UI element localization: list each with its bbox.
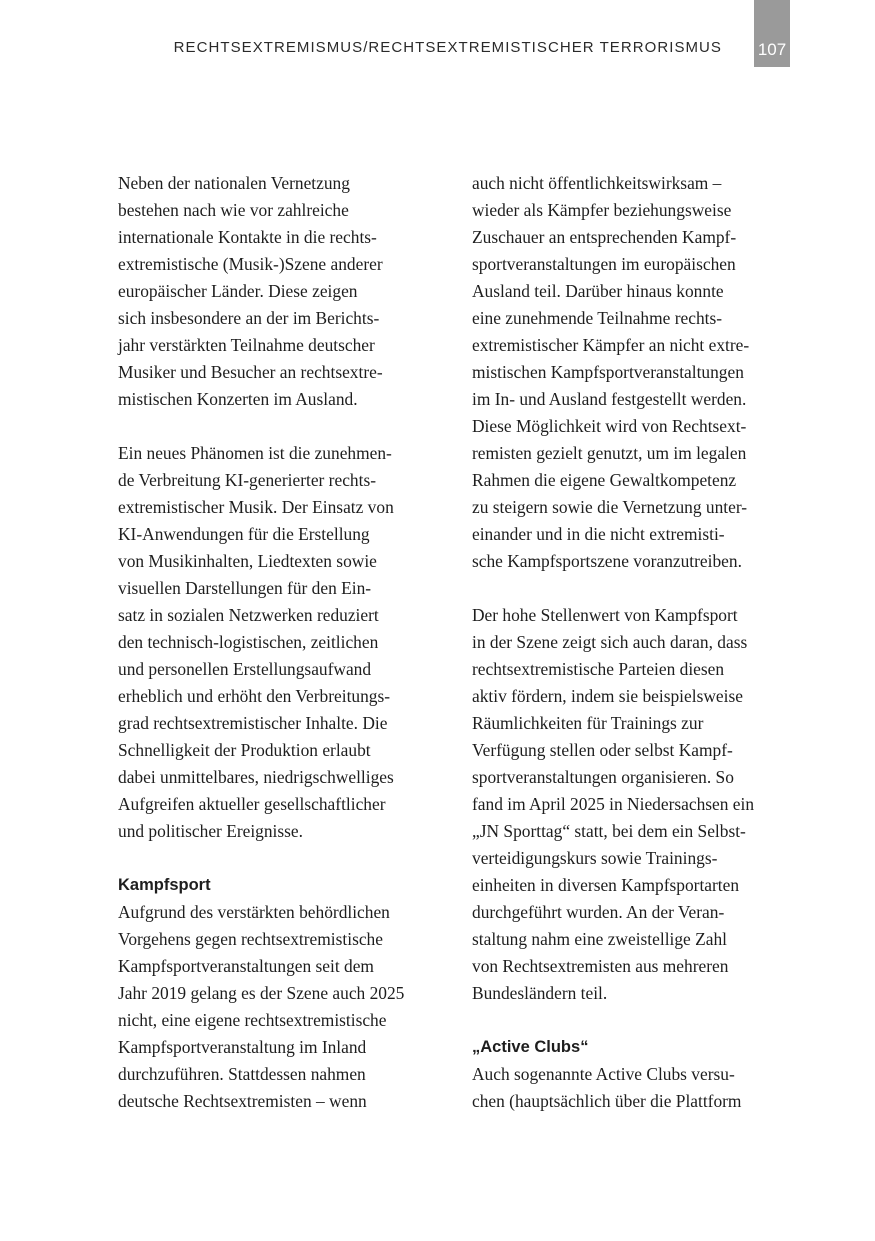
text-line: „JN Sporttag“ statt, bei dem ein Selbst- (472, 821, 746, 841)
text-line: extremistischer Musik. Der Einsatz von (118, 497, 394, 517)
text-line: Kampfsportveranstaltungen seit dem (118, 956, 374, 976)
right-text-column (472, 170, 802, 1115)
paragraph-gap (118, 845, 448, 872)
text-line: mistischen Konzerten im Ausland. (118, 389, 358, 409)
text-line: Ein neues Phänomen ist die zunehmen- (118, 443, 392, 463)
text-line: Jahr 2019 gelang es der Szene auch 2025 (118, 983, 405, 1003)
text-line: bestehen nach wie vor zahlreiche (118, 200, 349, 220)
text-line: sportveranstaltungen organisieren. So (472, 767, 734, 787)
text-line: extremistischer Kämpfer an nicht extre- (472, 335, 750, 355)
text-line: jahr verstärkten Teilnahme deutscher (118, 335, 375, 355)
text-line: Der hohe Stellenwert von Kampfsport (472, 605, 738, 625)
text-line: und personellen Erstellungsaufwand (118, 659, 372, 679)
text-line: von Musikinhalten, Liedtexten sowie (118, 551, 377, 571)
text-line: Aufgrund des verstärkten behördlichen (118, 902, 390, 922)
text-line: aktiv fördern, indem sie beispielsweise (472, 686, 743, 706)
text-line: europäischer Länder. Diese zeigen (118, 281, 358, 301)
text-line: dabei unmittelbares, niedrigschwelliges (118, 767, 394, 787)
text-line: einander und in die nicht extremisti- (472, 524, 725, 544)
text-line: Rahmen die eigene Gewaltkompetenz (472, 470, 737, 490)
text-line: von Rechtsextremisten aus mehreren (472, 956, 729, 976)
text-line: sportveranstaltungen im europäischen (472, 254, 736, 274)
text-line: de Verbreitung KI-generierter rechts- (118, 470, 376, 490)
paragraph-gap (472, 575, 802, 602)
paragraph-gap (472, 1007, 802, 1034)
text-line: wieder als Kämpfer beziehungsweise (472, 200, 732, 220)
text-line: Diese Möglichkeit wird von Rechtsext- (472, 416, 747, 436)
text-line: einheiten in diversen Kampfsportarten (472, 875, 740, 895)
text-line: erheblich und erhöht den Verbreitungs- (118, 686, 391, 706)
text-line: Zuschauer an entsprechenden Kampf- (472, 227, 737, 247)
text-line: und politischer Ereignisse. (118, 821, 303, 841)
text-line: den technisch-logistischen, zeitlichen (118, 632, 379, 652)
section-heading-active-clubs: „Active Clubs“ (472, 1038, 589, 1056)
text-line: Vorgehens gegen rechtsextremistische (118, 929, 383, 949)
text-line: sche Kampfsportszene voranzutreiben. (472, 551, 742, 571)
text-line: Räumlichkeiten für Trainings zur (472, 713, 704, 733)
text-line: internationale Kontakte in die rechts- (118, 227, 377, 247)
text-line: visuellen Darstellungen für den Ein- (118, 578, 372, 598)
text-line: deutsche Rechtsextremisten – wenn (118, 1091, 367, 1111)
left-text-column (118, 170, 448, 1115)
text-line: extremistische (Musik-)Szene anderer (118, 254, 383, 274)
text-line: mistischen Kampfsportveranstaltungen (472, 362, 744, 382)
text-line: Aufgreifen aktueller gesellschaftlicher (118, 794, 386, 814)
running-header-title: RECHTSEXTREMISMUS/RECHTSEXTREMISTISCHER TERRORISMUS (173, 39, 722, 56)
section-heading-kampfsport: Kampfsport (118, 876, 211, 894)
text-line: satz in sozialen Netzwerken reduziert (118, 605, 379, 625)
text-line: nicht, eine eigene rechtsextremistische (118, 1010, 387, 1030)
text-line: staltung nahm eine zweistellige Zahl (472, 929, 727, 949)
text-line: Bundesländern teil. (472, 983, 608, 1003)
text-line: KI-Anwendungen für die Erstellung (118, 524, 370, 544)
text-line: durchgeführt wurden. An der Veran- (472, 902, 725, 922)
text-line: verteidigungskurs sowie Trainings- (472, 848, 718, 868)
text-line: chen (hauptsächlich über die Plattform (472, 1091, 742, 1111)
paragraph-gap (118, 413, 448, 440)
text-line: zu steigern sowie die Vernetzung unter- (472, 497, 748, 517)
text-line: in der Szene zeigt sich auch daran, dass (472, 632, 748, 652)
text-line: Verfügung stellen oder selbst Kampf- (472, 740, 733, 760)
text-line: eine zunehmende Teilnahme rechts- (472, 308, 723, 328)
text-line: grad rechtsextremistischer Inhalte. Die (118, 713, 388, 733)
text-line: Neben der nationalen Vernetzung (118, 173, 350, 193)
page-number-tab (754, 0, 790, 67)
text-line: Auch sogenannte Active Clubs versu- (472, 1064, 735, 1084)
text-line: Musiker und Besucher an rechtsextre- (118, 362, 383, 382)
text-line: im In- und Ausland festgestellt werden. (472, 389, 747, 409)
page-number: 107 (757, 40, 787, 59)
text-line: sich insbesondere an der im Berichts- (118, 308, 380, 328)
text-line: fand im April 2025 in Niedersachsen ein (472, 794, 755, 814)
text-line: Schnelligkeit der Produktion erlaubt (118, 740, 371, 760)
text-line: auch nicht öffentlichkeitswirksam – (472, 173, 722, 193)
text-line: durchzuführen. Stattdessen nahmen (118, 1064, 366, 1084)
text-line: remisten gezielt genutzt, um im legalen (472, 443, 747, 463)
text-line: Kampfsportveranstaltung im Inland (118, 1037, 367, 1057)
text-line: Ausland teil. Darüber hinaus konnte (472, 281, 724, 301)
text-line: rechtsextremistische Parteien diesen (472, 659, 725, 679)
